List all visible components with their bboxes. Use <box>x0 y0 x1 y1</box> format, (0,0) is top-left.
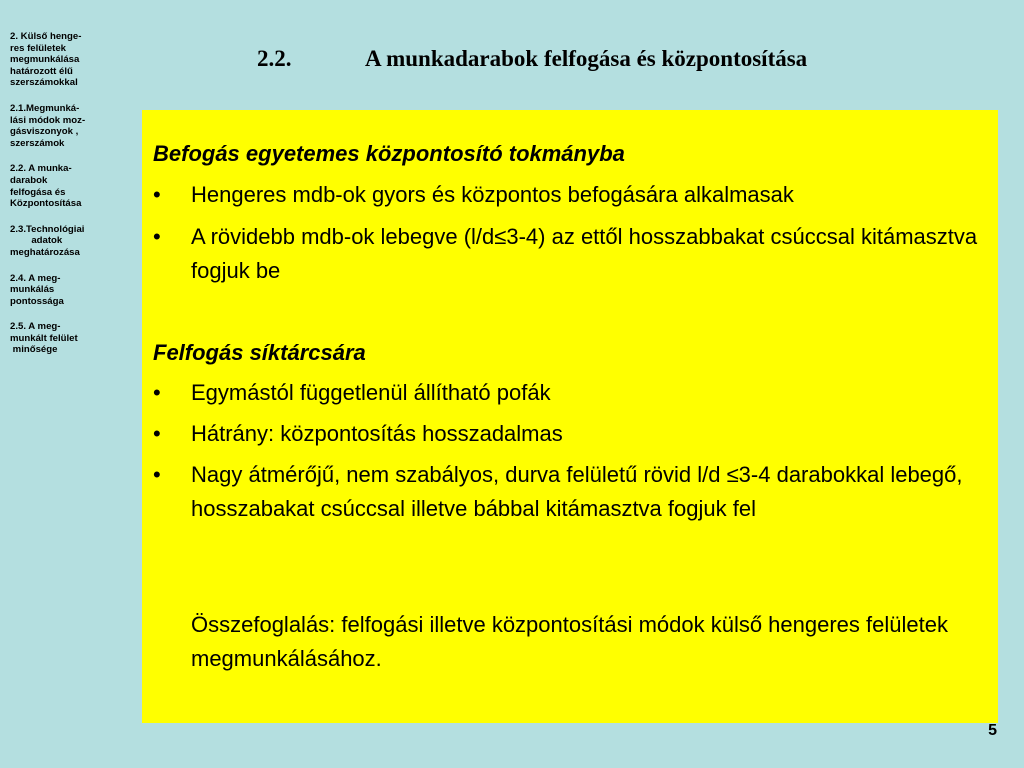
section-heading-felfogas: Felfogás síktárcsára <box>153 340 366 365</box>
slide-title-number: 2.2. <box>257 46 292 71</box>
bullet-text: Hátrány: központosítás hosszadalmas <box>191 421 563 446</box>
bullet-item <box>153 220 983 288</box>
page-number: 5 <box>988 722 997 739</box>
bullet-icon: • <box>153 421 161 446</box>
sidebar-outline <box>10 31 135 370</box>
bullet-text: Nagy átmérőjű, nem szabályos, durva felületű rövid l/d ≤3-4 darabokkal lebegő, hosszabakat csúccsal illetve bábbal kitámasztva fogjuk fel <box>191 462 963 521</box>
bullet-item <box>153 417 983 451</box>
summary-text: Összefoglalás: felfogási illetve központosítási módok külső hengeres felületek megmunkálásához. <box>191 612 948 671</box>
bullet-icon: • <box>153 182 161 207</box>
bullet-text: Egymástól függetlenül állítható pofák <box>191 380 551 405</box>
sidebar-item-felfogas[interactable]: 2.2. A munka- darabok felfogása és Központosítása <box>10 163 82 210</box>
bullet-icon: • <box>153 380 161 405</box>
bullet-item <box>153 178 983 212</box>
sidebar-item-technologiai-adatok[interactable]: 2.3.Technológiai adatok meghatározása <box>10 223 85 258</box>
content-box <box>142 110 998 723</box>
slide-title <box>257 42 807 76</box>
bullet-icon: • <box>153 224 161 249</box>
slide-title-text: A munkadarabok felfogása és központosítása <box>365 46 808 71</box>
bullet-text: A rövidebb mdb-ok lebegve (l/d≤3-4) az ettől hosszabbakat csúccsal kitámasztva fogjuk be <box>191 224 978 283</box>
section-heading-befogas: Befogás egyetemes központosító tokmányba <box>153 141 625 166</box>
bullet-text: Hengeres mdb-ok gyors és központos befogására alkalmasak <box>191 182 794 207</box>
bullet-icon: • <box>153 462 161 487</box>
bullet-item <box>153 458 983 526</box>
sidebar-item-megmunkalasi-modok[interactable]: 2.1.Megmunká- lási módok moz- gásviszonyok , szerszámok <box>10 102 86 149</box>
sidebar-item-kulso-hengeres[interactable]: 2. Külső henge- res felületek megmunkálása határozott élű szerszámokkal <box>10 31 82 89</box>
bullet-item <box>153 376 983 410</box>
sidebar-item-felulet-minosege[interactable]: 2.5. A meg- munkált felület minősége <box>10 321 78 356</box>
sidebar-item-pontossag[interactable]: 2.4. A meg- munkálás pontossága <box>10 272 64 307</box>
